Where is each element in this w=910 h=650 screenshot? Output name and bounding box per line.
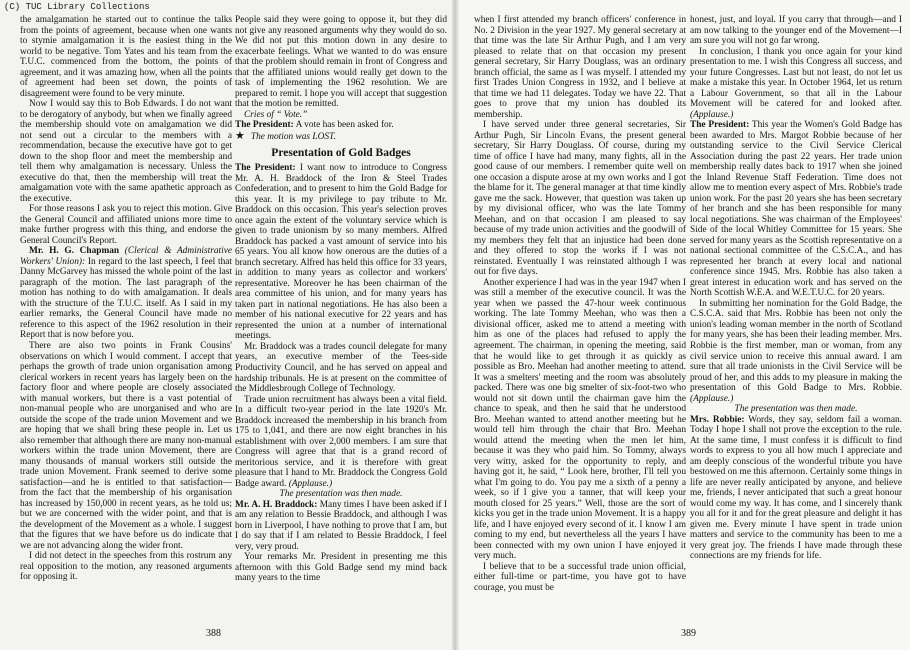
left-page-column-2 xyxy=(235,15,447,623)
applause-note: (Applause.) xyxy=(690,393,734,404)
star-icon: ★ xyxy=(235,129,245,142)
paragraph: For those reasons I ask you to reject this motion. Give the General Council and affiliated unions more time to make further progress with this thing, and endorse the General Council's Report. xyxy=(20,204,232,246)
speaker-name: The President: xyxy=(235,120,294,131)
motion-result xyxy=(235,131,447,143)
speech-text: Many times I have been asked if I am any relation to Bessie Braddock, and although I was born in Liverpool, I have nothing to prove that I am, but I do say that if I am related to Bessie Braddock, I feel very, very proud. xyxy=(235,499,447,552)
speaker-name: Mr. A. H. Braddock: xyxy=(235,499,318,510)
speech-text: A vote has been asked for. xyxy=(295,120,394,131)
speech-paragraph xyxy=(235,120,447,131)
paragraph: Now I would say this to Bob Edwards. I do not want to be derogatory of anybody, but when we finally agreed the membership should vote on amalgamation we did not send out a circular to the members with a recommendation, because the executive have got to get down to the shop floor and meet the membership and tell them why amalgamation is necessary. Unless the executive do that, then the membership will treat the amalgamation vote with the same apathetic approach as the executive. xyxy=(20,99,232,204)
cries-note: Cries of “ Vote.” xyxy=(244,109,308,120)
speech-text: This year the Women's Gold Badge has been awarded to Mrs. Margot Robbie because of her outstanding service to the Civil Service Clerical Association during the past 22 years. Her trade union membership really dates back to 1917 when she joined the Inland Revenue Staff Federation. Time does not allow me to mention every aspect of Mrs. Robbie's trade union work. For the past 20 years she has been secretary of her branch and she has been responsible for many local negotiations. She was chairman of the Employees' Side of the local Whitley Committee for 15 years. She served for many years as the Scottish representative on a national sectional committee of the C.S.C.A., and has represented her branch at every local and national conference since 1945. Mrs. Robbie has also taken a great interest in education work and has served on the North Scottish W.E.A. and W.E.T.U.C. for 20 years. xyxy=(690,120,902,299)
paragraph: There are also two points in Frank Cousins' observations on which I would comment. I accept that perhaps the growth of trade union organisation among clerical workers in recent years has largely been on the factory floor and where people are closely associated with manual workers, but there is a vast potential of non-manual people who are unorganised and who are outside the scope of the trade union Movement and we are hoping that we shall bring these people in. Let us also remember that although there are many non-manual workers within the trade union Movement, there are many thousands of manual workers still outside the trade union Movement. Frank seemed to derive some satisfaction—and he is entitled to that satisfaction—from the fact that the membership of his organisation has increased by 150,000 in recent years, as he told us; but we are concerned with the wider point, and that is the development of the Movement as a whole. I suggest that the figures that we have before us do indicate that we are not advancing along the wider front. xyxy=(20,340,232,551)
speech-paragraph xyxy=(690,415,902,562)
speaker-name: Mr. H. G. Chapman xyxy=(29,246,120,257)
left-page-column-1 xyxy=(20,15,232,623)
paragraph xyxy=(235,395,447,490)
speech-paragraph xyxy=(235,163,447,342)
speaker-union: (Clerical & Administrative Workers' Union): xyxy=(20,246,232,267)
applause-note: (Applause.) xyxy=(288,478,333,489)
book-spine xyxy=(452,0,459,650)
paragraph: I believe that to be a successful trade union official, either full-time or part-time, you have got to have courage, you must be xyxy=(474,561,686,593)
copyright-notice: (C) TUC Library Collections xyxy=(4,2,150,12)
speaker-name: Mrs. Robbie: xyxy=(690,414,745,425)
paragraph: I have served under three general secretaries, Sir Arthur Pugh, Sir Lincoln Evans, the present general secretary, Sir Harry Douglass. Of course, during my time of office I have had many, many fights, all in the good cause of our members. I remember quite well on one occasion a dispute arose at my own works and I got the blame for it. The general manager at that time kindly gave me the sack. However, that question was taken up by my divisional officer, who was the late Tommy Meehan, and on that occasion I am pleased to say because of my trade union activities and the goodwill of my members they felt that an injustice had been done and they offered to stop the works if I was not reinstated. Eventually I was reinstated although I was out for five days. xyxy=(474,120,686,278)
speaker-name: The President: xyxy=(690,120,750,131)
right-page-column-1 xyxy=(474,15,686,623)
paragraph: the amalgamation he started out to continue the talks from the points of agreement, because when one wants to stymie amalgamation it is the easiest thing in the world to be negative. Tom Yates and his team from the T.U.C. commenced from the bottom, the points of agreement, and it was amazing how, when all the points of agreement had been set down, the points of disagreement were found to be very minute. xyxy=(20,15,232,99)
presentation-note: The presentation was then made. xyxy=(734,404,858,415)
section-heading: Presentation of Gold Badges xyxy=(271,147,411,160)
paragraph xyxy=(690,47,902,121)
paragraph-text: Trade union recruitment has always been a vital field. In a difficult two-year period in the late 1920's Mr. Braddock increased the membership in his branch from 175 to 1,041, and there are now eight branches in his establishment with over 2,000 members. I am sure that Congress will agree that that is a grand record of meritorious service, and it is therefore with great pleasure that I hand to Mr. Braddock the Congress Gold Badge award. xyxy=(235,394,447,489)
presentation-note: The presentation was then made. xyxy=(279,489,403,500)
page-number-right: 389 xyxy=(681,628,696,639)
speaker-name: The President: xyxy=(235,163,296,174)
speech-text: In regard to the last speech, I feel that Danny McGarvey has missed the whole point of the last paragraph of the motion. The last paragraph of the motion has nothing to do with amalgamation. It deals with the structure of the T.U.C. itself. As I said in my earlier remarks, the General Council have made no reference to this aspect of the 1962 resolution in their Report that is now before you. xyxy=(20,256,232,341)
speech-paragraph xyxy=(235,500,447,553)
paragraph-text: In submitting her nomination for the Gold Badge, the C.S.C.A. said that Mrs. Robbie has been not only the union's leading woman member in the north of Scotland for many years, she has been their leading member. Mrs. Robbie is the first member, man or woman, from any civil service union to receive this annual award. I am sure that all trade unionists in the Civil Service will be proud of her, and this adds to my pleasure in making the presentation of this Gold Badge to Mrs. Robbie. xyxy=(690,298,902,394)
paragraph: Another experience I had was in the year 1947 when I was still a member of the executive council. It was the year when we passed the 47-hour week continuous working. The late Tommy Meehan, who was then a divisional officer, asked me to attend a meeting with him as one of the places had refused to apply the agreement. The chairman, in opening the meeting, said that he would like to get through it as quickly as possible as Bro. Meehan had another meeting to attend. It was a smelters' meeting and the room was absolutely packed. There was one big smelter of six-foot-two who would not sit down until the chairman gave him the chance to speak, and then he said that he understood Bro. Meehan wanted to attend another meeting but he would tell him through the chair that Bro. Meehan would attend the meeting when the men let him, because it was they who paid him. So Tommy, always very witty, asked for the opportunity to reply, and having got it, he said, “ Look here, brother, I'll tell you what I'm going to do. You pay me a sixth of a penny a week, so if I give you a tanner, that will keep your mouth closed for 25 years.” Well, those are the sort of kicks you get in the trade union Movement. It is a happy life, and I have enjoyed every second of it. I know I am coming to my end, but nevertheless all the years I have been connected with my own union I have enjoyed it very much. xyxy=(474,277,686,562)
speech-text: Words, they say, seldom fail a woman. Today I hope I shall not prove the exception to the rule. At the same time, I must confess it is difficult to find words to express to you all how much I appreciate and am deeply conscious of the wonderful tribute you have bestowed on me this afternoon. Certainly some things in life are never really anticipated by anyone, and believe me, friends, I never anticipated that such a great honour would come my way. It has come, and I sincerely thank you all for it and for the great pleasure and delight it has given me. Every minute I have spent in trade union matters and service to the community has been to me a very great joy. The friends I have made through these connections are my friends for life. xyxy=(690,414,902,562)
motion-result-text: The motion was LOST. xyxy=(250,131,336,142)
right-page-column-2 xyxy=(690,15,902,623)
speech-paragraph xyxy=(690,120,902,299)
paragraph: Your remarks Mr. President in presenting me this afternoon with this Gold Badge send my mind back many years to the time xyxy=(235,552,447,584)
paragraph: honest, just, and loyal. If you carry that through—and I am now talking to the younger end of the Movement—I am sure you will not go far wrong. xyxy=(690,15,902,47)
page-number-left: 388 xyxy=(206,628,221,639)
applause-note: (Applause.) xyxy=(690,109,734,120)
speech-text: I want now to introduce to Congress Mr. A. H. Braddock of the Iron & Steel Trades Confederation, and to present to him the Gold Badge for this year. It is my privilege to pay tribute to Mr. Braddock on this occasion. This year's selection proves once again the extent of the voluntary service which is given to trade unionism by so many members. Alfred Braddock has packed a vast amount of service into his 65 years. You all know how onerous are the duties of a branch secretary. Alfred has held this office for 33 years, in addition to many years as collector and workers' representative. Moreover he has been chairman of the area committee of his union, and for many years has taken part in national negotiations. He has also been a member of his national executive for 22 years and has represented the union at a number of international meetings. xyxy=(235,163,447,342)
paragraph: Mr. Braddock was a trades council delegate for many years, an executive member of the Tees-side Productivity Council, and he has served on appeal and hardship tribunals. He is at present on the committee of the Middlesbrough College of Technology. xyxy=(235,341,447,395)
paragraph xyxy=(690,299,902,404)
paragraph: when I first attended my branch officers' conference in No. 2 Division in the year 1927. My general secretary at that time was the late Sir Arthur Pugh, and I am very pleased to relate that on that occasion my present general secretary, Sir Harry Douglass, was an ordinary branch official, the same as I was myself. I attended my first Trades Union Congress in 1932, and I believe at that time we had 11 delegates. Today we have 22. That goes to prove that my union has doubled its membership. xyxy=(474,15,686,120)
speech-paragraph xyxy=(20,246,232,341)
paragraph: I did not detect in the speeches from this rostrum any real opposition to the motion, any reasoned arguments for opposing it. xyxy=(20,551,232,583)
paragraph: People said they were going to oppose it, but they did not give any reasoned arguments why they would do so. We did not put this motion down in any desire to exacerbate feelings. What we wanted to do was ensure that the problem should remain in front of Congress and that the affiliated unions would really get down to the task of implementing the 1962 resolution. We are prepared to remit. I hope you will accept that suggestion that the motion be remitted. xyxy=(235,15,447,110)
paragraph-text: In conclusion, I thank you once again for your kind presentation to me. I wish this Congress all success, and your future Congresses. Last but not least, do not let us make a mistake this year. In October 1964, let us return a Labour Government, so that all in the Labour Movement will be catered for and looked after. xyxy=(690,46,902,110)
